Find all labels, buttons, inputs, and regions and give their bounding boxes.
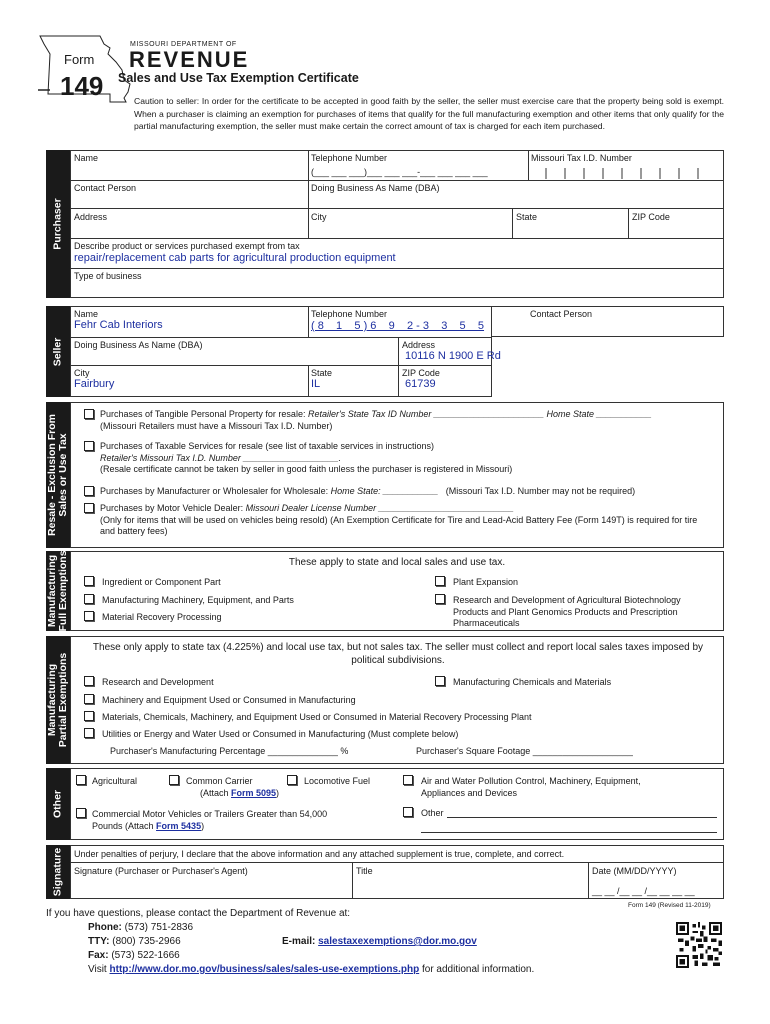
- purchaser-tax-id-label: Missouri Tax I.D. Number: [531, 153, 632, 163]
- purchaser-name-field[interactable]: [74, 164, 304, 178]
- ingredient-label: Ingredient or Component Part: [102, 577, 221, 587]
- other-checkbox[interactable]: [403, 807, 413, 817]
- material-recovery-checkbox[interactable]: [84, 611, 94, 621]
- seller-address-field[interactable]: 10116 N 1900 E Rd: [405, 350, 501, 362]
- mfg-full-side-label: Manufacturing Full Exemptions: [46, 550, 69, 632]
- form-word: Form: [64, 52, 95, 67]
- other-field[interactable]: [447, 817, 717, 818]
- pollution-control-label: Air and Water Pollution Control, Machinery, Equipment, Appliances and Devices: [421, 776, 641, 798]
- other-label: Other: [421, 808, 444, 818]
- resale-dealer-checkbox[interactable]: [84, 503, 94, 513]
- machinery-consumed-label: Machinery and Equipment Used or Consumed in Manufacturing: [102, 695, 356, 705]
- signature-side-label: Signature: [46, 845, 70, 899]
- resale-dealer-text: Purchases by Motor Vehicle Dealer: Missouri Dealer License Number ___________________________ (Only for items that will be used on vehicles being resold) (An Exemption Certificate for Tire and Lead-Acid Battery Fee (Form 149T) is required for tire and battery fees): [100, 503, 698, 536]
- contact-tty: TTY: (800) 735-2966: [88, 936, 181, 947]
- contact-email: E-mail: salestaxexemptions@dor.mo.gov: [282, 936, 477, 947]
- agricultural-label: Agricultural: [92, 776, 138, 786]
- material-recovery-plant-checkbox[interactable]: [84, 711, 94, 721]
- seller-state-label: State: [311, 368, 333, 378]
- contact-phone: Phone: (573) 751-2836: [88, 922, 194, 933]
- plant-expansion-label: Plant Expansion: [453, 577, 519, 587]
- form-revision: Form 149 (Revised 11-2019): [628, 902, 711, 909]
- seller-city-field[interactable]: Fairbury: [74, 378, 115, 390]
- locomotive-fuel-checkbox[interactable]: [287, 775, 297, 785]
- commercial-vehicles-checkbox[interactable]: [76, 808, 86, 818]
- resale-services-text: Purchases of Taxable Services for resale (see list of taxable services in instructions) Retailer's Missouri Tax I.D. Number ___________________. (Resale certificate cannot be taken by seller in good faith unless the purchaser is registered in Missouri): [100, 441, 513, 474]
- seller-city-label: City: [74, 368, 90, 378]
- website-link[interactable]: http://www.dor.mo.gov/business/sales/sales-use-exemptions.php: [109, 964, 420, 975]
- purchaser-dba-label: Doing Business As Name (DBA): [311, 183, 440, 193]
- commercial-vehicles-label: Commercial Motor Vehicles or Trailers Greater than 54,000 Pounds (Attach Form 5435): [92, 809, 328, 831]
- purchaser-tax-id-field[interactable]: [532, 168, 702, 179]
- other-side-label: Other: [46, 768, 70, 840]
- material-recovery-label: Material Recovery Processing: [102, 612, 222, 622]
- seller-zip-field[interactable]: 61739: [405, 378, 436, 390]
- common-carrier-checkbox[interactable]: [169, 775, 179, 785]
- resale-wholesale-text: Purchases by Manufacturer or Wholesaler for Wholesale: Home State: ___________ (Missouri Tax I.D. Number may not be required): [100, 486, 636, 496]
- date-label: Date (MM/DD/YYYY): [592, 866, 677, 876]
- research-development-checkbox[interactable]: [84, 676, 94, 686]
- form-title: Sales and Use Tax Exemption Certificate: [118, 71, 359, 85]
- mfg-percentage-field[interactable]: Purchaser's Manufacturing Percentage ______________ %: [110, 746, 349, 756]
- seller-state-field[interactable]: IL: [311, 378, 321, 390]
- seller-phone-field[interactable]: ( 8 1 5 ) 6 9 2 - 3 3 5 5: [311, 320, 485, 332]
- mfg-partial-side-label: Manufacturing Partial Exemptions: [46, 636, 70, 764]
- purchaser-phone-field[interactable]: (___ ___ ___)___ ___ ___-___ ___ ___ ___: [311, 167, 488, 177]
- seller-dba-label: Doing Business As Name (DBA): [74, 340, 203, 350]
- visit-text: Visit http://www.dor.mo.gov/business/sales/sales-use-exemptions.php for additional information.: [88, 964, 535, 975]
- research-development-label: Research and Development: [102, 677, 214, 687]
- common-carrier-label: Common Carrier (Attach Form 5095): [186, 776, 280, 798]
- resale-wholesale-checkbox[interactable]: [84, 486, 94, 496]
- resale-side-label: Resale - Exclusion From Sales or Use Tax: [46, 402, 70, 548]
- questions-text: If you have questions, please contact the Department of Revenue at:: [46, 908, 351, 919]
- qr-code-icon: [676, 922, 722, 968]
- machinery-consumed-checkbox[interactable]: [84, 694, 94, 704]
- material-recovery-plant-label: Materials, Chemicals, Machinery, and Equipment Used or Consumed in Material Recovery Processing Plant: [102, 712, 532, 722]
- seller-name-field[interactable]: Fehr Cab Interiors: [74, 319, 163, 331]
- date-field[interactable]: __ __ /__ __ /__ __ __ __: [592, 886, 695, 896]
- signature-label: Signature (Purchaser or Purchaser's Agent): [74, 866, 248, 876]
- dept-name-top: MISSOURI DEPARTMENT OF: [130, 41, 237, 48]
- seller-side-label: Seller: [46, 306, 70, 397]
- signature-field[interactable]: [74, 878, 348, 896]
- mfg-chemicals-label: Manufacturing Chemicals and Materials: [453, 677, 612, 687]
- pollution-control-checkbox[interactable]: [403, 775, 413, 785]
- purchaser-side-label: Purchaser: [46, 150, 70, 298]
- purchaser-address-label: Address: [74, 212, 108, 222]
- square-footage-field[interactable]: Purchaser's Square Footage ____________________: [416, 746, 633, 756]
- email-link[interactable]: salestaxexemptions@dor.mo.gov: [318, 936, 477, 947]
- utilities-energy-label: Utilities or Energy and Water Used or Consumed in Manufacturing (Must complete below): [102, 729, 459, 739]
- resale-tpp-checkbox[interactable]: [84, 409, 94, 419]
- form-5095-link[interactable]: Form 5095: [231, 787, 277, 798]
- resale-services-checkbox[interactable]: [84, 441, 94, 451]
- describe-label: Describe product or services purchased exempt from tax: [74, 241, 300, 251]
- purchaser-name-label: Name: [74, 153, 99, 163]
- seller-name-label: Name: [74, 309, 99, 319]
- research-ag-biotech-checkbox[interactable]: [435, 594, 445, 604]
- purchaser-city-label: City: [311, 212, 327, 222]
- form-number: 149: [60, 71, 104, 101]
- seller-zip-label: ZIP Code: [402, 368, 440, 378]
- resale-tpp-text: Purchases of Tangible Personal Property for resale: Retailer's State Tax ID Number ______________________ Home State ___________ (Missouri Retailers must have a Missouri Tax I.D. Number): [100, 409, 652, 431]
- mfg-full-heading: These apply to state and local sales and use tax.: [288, 557, 506, 568]
- title-field[interactable]: [356, 878, 584, 896]
- mfg-partial-heading: These only apply to state tax (4.225%) and local use tax, but not sales tax. The seller must collect and report local sales taxes imposed by political subdivisions.: [92, 642, 704, 666]
- seller-contact-label: Contact Person: [530, 309, 593, 319]
- revenue-logo: REVENUE: [129, 47, 250, 72]
- title-label: Title: [356, 866, 373, 876]
- form-5435-link[interactable]: Form 5435: [156, 820, 202, 831]
- business-type-label: Type of business: [74, 271, 142, 281]
- agricultural-checkbox[interactable]: [76, 775, 86, 785]
- ingredient-checkbox[interactable]: [84, 576, 94, 586]
- mfg-machinery-checkbox[interactable]: [84, 594, 94, 604]
- locomotive-fuel-label: Locomotive Fuel: [304, 776, 371, 786]
- utilities-energy-checkbox[interactable]: [84, 728, 94, 738]
- seller-phone-label: Telephone Number: [311, 309, 388, 319]
- mfg-machinery-label: Manufacturing Machinery, Equipment, and Parts: [102, 595, 294, 605]
- caution-text: Caution to seller: In order for the certificate to be accepted in good faith by the seller, the seller must exercise care that the property being sold is exempt. When a purchaser is claiming an exemption for purchases of items that qualify for the full manufacturing exemption and other items that only qualify for the partial manufacturing exemption, the seller must make certain the correct amount of tax is charged for each item purchased.: [134, 96, 724, 131]
- purchaser-zip-label: ZIP Code: [632, 212, 670, 222]
- contact-fax: Fax: (573) 522-1666: [88, 950, 180, 961]
- purchaser-phone-label: Telephone Number: [311, 153, 388, 163]
- purchaser-contact-label: Contact Person: [74, 183, 137, 193]
- research-ag-biotech-label: Research and Development of Agricultural Biotechnology Products and Plant Genomics Products and Prescription Pharmaceuticals: [453, 595, 681, 628]
- seller-address-label: Address: [402, 340, 436, 350]
- mfg-chemicals-checkbox[interactable]: [435, 676, 445, 686]
- plant-expansion-checkbox[interactable]: [435, 576, 445, 586]
- perjury-statement: Under penalties of perjury, I declare that the above information and any attached supplement is true, complete, and correct.: [74, 849, 565, 859]
- purchaser-state-label: State: [516, 212, 538, 222]
- describe-field[interactable]: repair/replacement cab parts for agricultural production equipment: [74, 252, 396, 264]
